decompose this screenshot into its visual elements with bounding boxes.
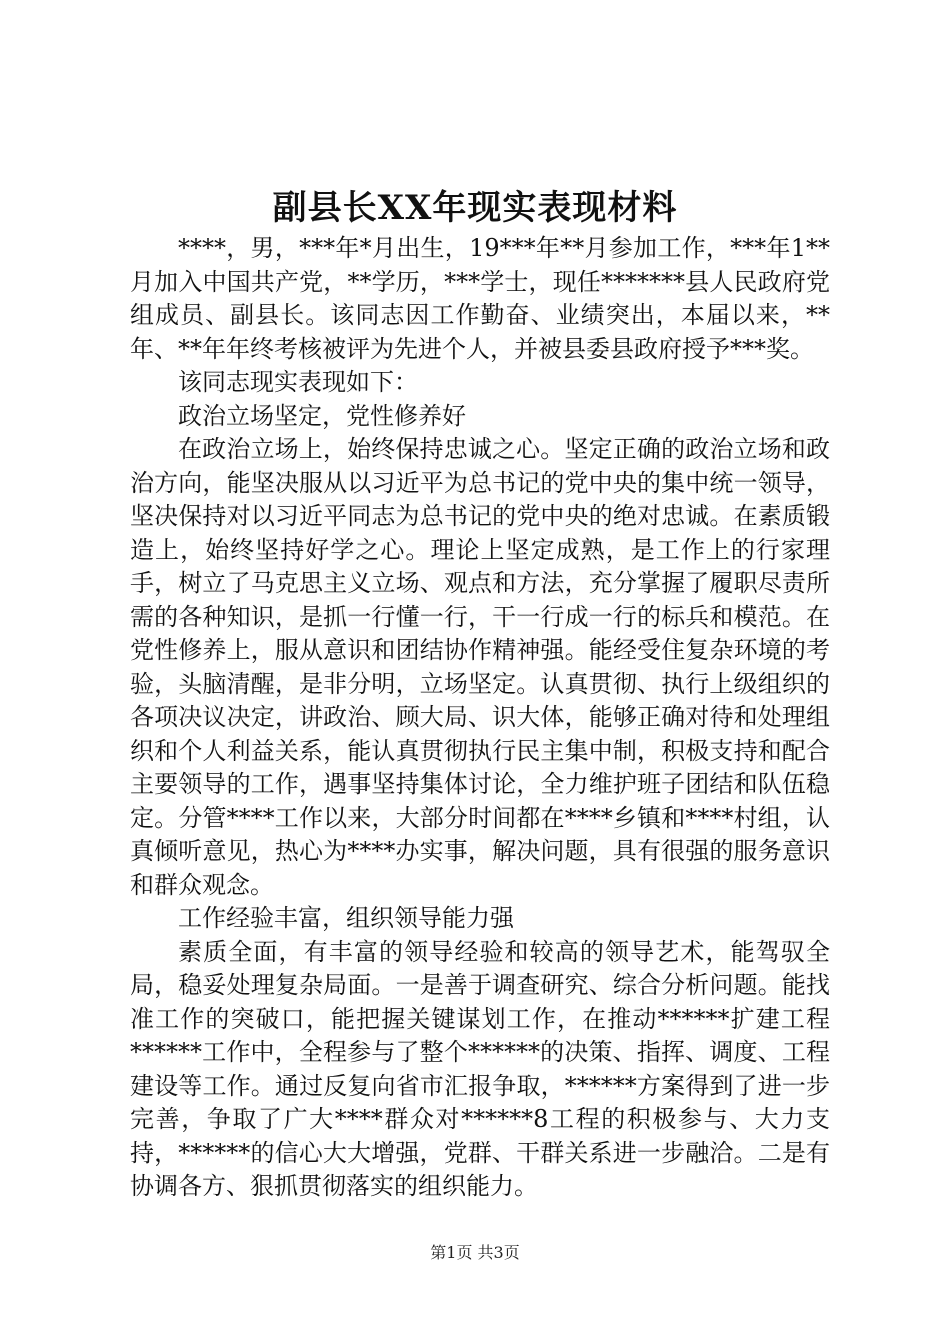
document-body: [130, 232, 830, 1204]
intro-paragraph: ****，男，***年*月出生，19***年**月参加工作，***年1**月加入中国共产党，**学历，***学士，现任*******县人民政府党组成员、副县长。该同志因工作勤奋、业绩突出，本届以来，**年、**年年终考核被评为先进个人，并被县委县政府授予***奖。: [130, 234, 830, 363]
section-heading-leadership: 工作经验丰富，组织领导能力强: [178, 904, 514, 932]
page-footer: 第1页 共3页: [430, 1243, 520, 1262]
performance-lead-paragraph: 该同志现实表现如下：: [178, 368, 418, 396]
leadership-paragraph: 素质全面，有丰富的领导经验和较高的领导艺术，能驾驭全局，稳妥处理复杂局面。一是善于调查研究、综合分析问题。能找准工作的突破口，能把握关键谋划工作，在推动******扩建工程******工作中，全程参与了整个******的决策、指挥、调度、工程建设等工作。通过反复向省市汇报争取，******方案得到了进一步完善，争取了广大****群众对******8工程的积极参与、大力支持，******的信心大大增强，党群、干群关系进一步融洽。二是有协调各方、狠抓贯彻落实的组织能力。: [130, 937, 830, 1200]
document-title: 副县长XX年现实表现材料: [272, 188, 678, 228]
politics-paragraph: 在政治立场上，始终保持忠诚之心。坚定正确的政治立场和政治方向，能坚决服从以习近平为总书记的党中央的集中统一领导，坚决保持对以习近平同志为总书记的党中央的绝对忠诚。在素质锻造上，始终坚持好学之心。理论上坚定成熟，是工作上的行家理手，树立了马克思主义立场、观点和方法，充分掌握了履职尽责所需的各种知识，是抓一行懂一行，干一行成一行的标兵和模范。在党性修养上，服从意识和团结协作精神强。能经受住复杂环境的考验，头脑清醒，是非分明，立场坚定。认真贯彻、执行上级组织的各项决议决定，讲政治、顾大局、识大体，能够正确对待和处理组织和个人利益关系，能认真贯彻执行民主集中制，积极支持和配合主要领导的工作，遇事坚持集体讨论，全力维护班子团结和队伍稳定。分管****工作以来，大部分时间都在****乡镇和****村组，认真倾听意见，热心为****办实事，解决问题，具有很强的服务意识和群众观念。: [130, 435, 830, 899]
section-heading-politics: 政治立场坚定，党性修养好: [178, 401, 466, 430]
